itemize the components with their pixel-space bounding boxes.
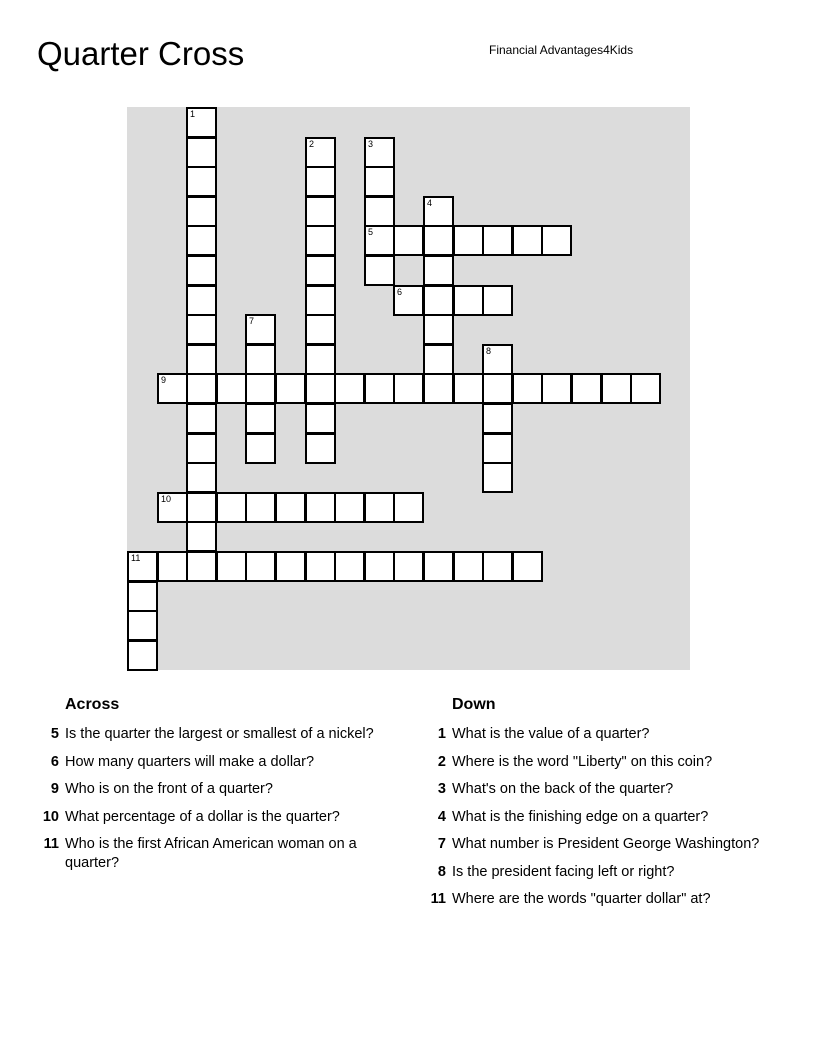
clue-number: 9 <box>50 781 59 797</box>
grid-cell[interactable] <box>305 314 336 345</box>
clue-text: Who is the first African American woman on a quarter? <box>65 836 357 871</box>
grid-cell[interactable] <box>186 107 217 138</box>
clue-number: 4 <box>437 808 446 825</box>
clue-text: What's on the back of the quarter? <box>452 781 674 797</box>
grid-cell[interactable] <box>482 403 513 434</box>
grid-cell[interactable] <box>453 373 484 404</box>
clue-number: 1 <box>437 726 446 742</box>
cell-number: 9 <box>161 375 167 385</box>
cell-number: 10 <box>161 494 172 504</box>
grid-cell[interactable] <box>393 373 424 404</box>
grid-cell[interactable] <box>364 137 395 168</box>
grid-cell[interactable] <box>423 255 454 286</box>
grid-cell[interactable] <box>423 344 454 375</box>
grid-cell[interactable] <box>245 344 276 375</box>
across-clue-11 <box>37 835 387 873</box>
grid-cell[interactable] <box>364 225 395 256</box>
clue-text: How many quarters will make a dollar? <box>65 753 315 770</box>
clue-text: What number is President George Washington? <box>452 836 760 852</box>
across-heading: Across <box>65 696 120 713</box>
cell-number: 11 <box>131 553 141 563</box>
cell-number: 7 <box>249 316 255 326</box>
grid-cell[interactable] <box>541 225 572 256</box>
grid-cell[interactable] <box>186 255 217 286</box>
grid-cell[interactable] <box>305 137 336 168</box>
grid-cell[interactable] <box>364 492 395 523</box>
down-clue-11 <box>424 890 774 909</box>
down-clue-3 <box>424 780 774 799</box>
clue-text: Is the quarter the largest or smallest of a nickel? <box>65 726 374 742</box>
grid-cell[interactable] <box>245 403 276 434</box>
grid-cell[interactable] <box>186 492 217 523</box>
grid-cell[interactable] <box>186 403 217 434</box>
grid-cell[interactable] <box>601 373 632 404</box>
grid-cell[interactable] <box>186 225 217 256</box>
grid-cell[interactable] <box>334 373 365 404</box>
grid-cell[interactable] <box>305 285 336 316</box>
grid-cell[interactable] <box>364 373 395 404</box>
cell-number: 5 <box>368 227 374 237</box>
grid-cell[interactable] <box>305 196 336 227</box>
clue-text: Is the president facing left or right? <box>452 863 675 880</box>
grid-cell[interactable] <box>127 581 158 612</box>
cell-number: 1 <box>190 109 196 119</box>
grid-cell[interactable] <box>305 344 336 375</box>
grid-cell[interactable] <box>393 551 424 582</box>
across-clue-6 <box>37 753 387 772</box>
clue-number: 8 <box>437 863 446 880</box>
grid-cell[interactable] <box>127 551 158 582</box>
grid-cell[interactable] <box>541 373 572 404</box>
grid-cell[interactable] <box>630 373 661 404</box>
grid-cell[interactable] <box>186 433 217 464</box>
down-clue-list <box>424 725 774 918</box>
grid-cell[interactable] <box>571 373 602 404</box>
grid-cell[interactable] <box>482 462 513 493</box>
grid-cell[interactable] <box>393 285 424 316</box>
grid-cell[interactable] <box>334 492 365 523</box>
down-clue-2 <box>424 753 774 772</box>
down-clue-1 <box>424 725 774 744</box>
grid-cell[interactable] <box>423 225 454 256</box>
grid-cell[interactable] <box>275 551 306 582</box>
across-clue-list <box>37 725 387 882</box>
grid-cell[interactable] <box>305 255 336 286</box>
clue-text: What percentage of a dollar is the quarter? <box>65 808 340 825</box>
grid-cell[interactable] <box>482 433 513 464</box>
grid-cell[interactable] <box>157 492 188 523</box>
grid-cell[interactable] <box>305 373 336 404</box>
grid-cell[interactable] <box>186 196 217 227</box>
grid-cell[interactable] <box>423 551 454 582</box>
grid-cell[interactable] <box>393 492 424 523</box>
clue-number: 11 <box>430 891 446 907</box>
grid-cell[interactable] <box>364 255 395 286</box>
grid-cell[interactable] <box>393 225 424 256</box>
down-heading: Down <box>452 696 496 713</box>
grid-cell[interactable] <box>364 166 395 197</box>
grid-cell[interactable] <box>186 344 217 375</box>
crossword-grid <box>127 107 690 670</box>
clue-text: What is the value of a quarter? <box>452 726 650 742</box>
grid-cell[interactable] <box>334 551 365 582</box>
grid-cell[interactable] <box>453 551 484 582</box>
grid-cell[interactable] <box>186 137 217 168</box>
across-clue-9 <box>37 780 387 799</box>
grid-cell[interactable] <box>157 373 188 404</box>
grid-cell[interactable] <box>482 344 513 375</box>
clue-number: 2 <box>437 753 446 770</box>
grid-cell[interactable] <box>305 433 336 464</box>
grid-cell[interactable] <box>305 403 336 434</box>
down-clue-4 <box>424 808 774 827</box>
grid-cell[interactable] <box>245 492 276 523</box>
grid-cell[interactable] <box>364 551 395 582</box>
grid-cell[interactable] <box>186 462 217 493</box>
down-clue-8 <box>424 863 774 882</box>
grid-cell[interactable] <box>216 551 247 582</box>
grid-cell[interactable] <box>512 225 543 256</box>
grid-cell[interactable] <box>482 225 513 256</box>
grid-cell[interactable] <box>512 551 543 582</box>
grid-cell[interactable] <box>127 610 158 641</box>
clue-text: Where is the word "Liberty" on this coin? <box>452 753 713 770</box>
grid-cell[interactable] <box>186 373 217 404</box>
grid-cell[interactable] <box>512 373 543 404</box>
grid-cell[interactable] <box>245 373 276 404</box>
grid-cell[interactable] <box>305 225 336 256</box>
clue-text: Where are the words "quarter dollar" at? <box>452 891 711 907</box>
cell-number: 8 <box>486 346 492 356</box>
clue-number: 6 <box>50 753 59 770</box>
grid-cell[interactable] <box>482 285 513 316</box>
grid-cell[interactable] <box>305 551 336 582</box>
grid-cell[interactable] <box>216 373 247 404</box>
grid-cell[interactable] <box>305 492 336 523</box>
grid-cell[interactable] <box>157 551 188 582</box>
grid-cell[interactable] <box>186 285 217 316</box>
grid-cell[interactable] <box>186 166 217 197</box>
grid-cell[interactable] <box>275 492 306 523</box>
clue-number: 7 <box>437 836 446 852</box>
clue-text: What is the finishing edge on a quarter? <box>452 808 709 825</box>
grid-cell[interactable] <box>453 225 484 256</box>
puzzle-subtitle: Financial Advantages4Kids <box>489 43 634 57</box>
grid-cell[interactable] <box>423 373 454 404</box>
grid-cell[interactable] <box>364 196 395 227</box>
grid-cell[interactable] <box>186 521 217 552</box>
across-clue-10 <box>37 808 387 827</box>
clue-number: 11 <box>43 836 59 852</box>
cell-number: 3 <box>368 139 374 149</box>
grid-cell[interactable] <box>275 373 306 404</box>
grid-cell[interactable] <box>423 285 454 316</box>
grid-cell[interactable] <box>423 196 454 227</box>
grid-cell[interactable] <box>305 166 336 197</box>
grid-cell[interactable] <box>423 314 454 345</box>
grid-cell[interactable] <box>186 551 217 582</box>
puzzle-title: Quarter Cross <box>37 35 245 72</box>
grid-cell[interactable] <box>245 433 276 464</box>
grid-cell[interactable] <box>453 285 484 316</box>
clue-number: 10 <box>42 808 59 825</box>
grid-cell[interactable] <box>245 551 276 582</box>
grid-cell[interactable] <box>127 640 158 671</box>
grid-cell[interactable] <box>482 373 513 404</box>
grid-cell[interactable] <box>216 492 247 523</box>
grid-cell[interactable] <box>245 314 276 345</box>
cell-number: 2 <box>309 139 315 149</box>
down-clue-7 <box>424 835 774 854</box>
grid-cell[interactable] <box>186 314 217 345</box>
clue-number: 3 <box>437 781 446 797</box>
across-clue-5 <box>37 725 387 744</box>
clue-number: 5 <box>50 726 59 742</box>
cell-number: 4 <box>427 198 433 208</box>
cell-number: 6 <box>397 287 403 297</box>
clue-text: Who is on the front of a quarter? <box>65 781 273 797</box>
grid-cell[interactable] <box>482 551 513 582</box>
